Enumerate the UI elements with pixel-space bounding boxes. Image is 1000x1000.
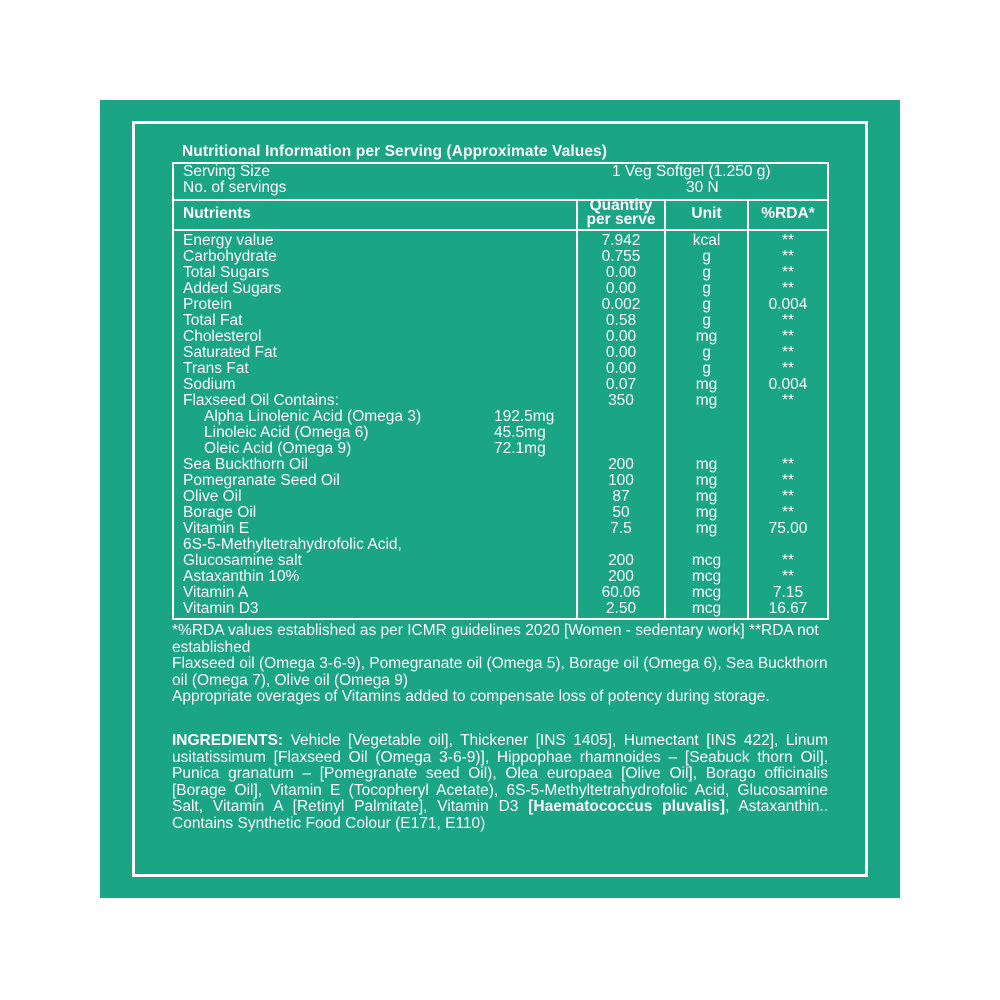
nutrient-rda: ** bbox=[781, 344, 795, 361]
nutrient-quantity: 200 bbox=[608, 568, 634, 585]
nutrient-name: Carbohydrate bbox=[183, 248, 277, 265]
nutrient-name: Cholesterol bbox=[183, 328, 262, 345]
nutrient-quantity: 0.07 bbox=[605, 376, 637, 393]
nutrient-rda: ** bbox=[781, 504, 795, 521]
nutrient-quantity: 200 bbox=[608, 552, 634, 569]
overage-footnote: Appropriate overages of Vitamins added to compensate loss of potency during storage. bbox=[172, 688, 770, 705]
nutrient-quantity: 7.5 bbox=[610, 520, 632, 537]
nutrient-sub-quantity: 192.5mg bbox=[494, 408, 555, 425]
nutrient-rda: ** bbox=[781, 472, 795, 489]
nutrient-unit: g bbox=[702, 248, 711, 265]
nutrient-quantity: 0.00 bbox=[605, 264, 637, 281]
nutrient-quantity: 0.755 bbox=[601, 248, 641, 265]
omega-footnote: Flaxseed oil (Omega 3-6-9), Pomegranate oil (Omega 5), Borage oil (Omega 6), Sea Buckthorn oil (Omega 7), Olive oil (Omega 9) bbox=[172, 655, 828, 689]
serving-size-value: 1 Veg Softgel (1.250 g) bbox=[612, 163, 771, 180]
nutrient-unit: mg bbox=[695, 376, 718, 393]
nutrient-unit: mg bbox=[695, 328, 718, 345]
nutrient-quantity: 7.942 bbox=[601, 232, 641, 249]
nutrient-name: Added Sugars bbox=[183, 280, 282, 297]
nutrient-name: Oleic Acid (Omega 9) bbox=[204, 440, 352, 457]
nutrient-quantity: 87 bbox=[612, 488, 630, 505]
nutrient-name: Astaxanthin 10% bbox=[183, 568, 300, 585]
nutrient-name: Linoleic Acid (Omega 6) bbox=[204, 424, 369, 441]
nutrient-unit: mg bbox=[695, 488, 718, 505]
nutrient-rda: 75.00 bbox=[768, 520, 808, 537]
nutrition-title: Nutritional Information per Serving (Approximate Values) bbox=[182, 143, 608, 160]
nutrient-quantity: 50 bbox=[612, 504, 630, 521]
header-quantity: Quantity per serve bbox=[586, 197, 656, 228]
nutrient-name: Vitamin D3 bbox=[183, 600, 259, 617]
nutrient-unit: mcg bbox=[691, 584, 722, 601]
nutrient-name: Total Fat bbox=[183, 312, 243, 329]
nutrient-name: Glucosamine salt bbox=[183, 552, 302, 569]
nutrient-quantity: 0.00 bbox=[605, 328, 637, 345]
nutrient-name: Sea Buckthorn Oil bbox=[183, 456, 308, 473]
nutrient-rda: ** bbox=[781, 456, 795, 473]
header-unit: Unit bbox=[691, 205, 722, 222]
nutrient-rda: ** bbox=[781, 360, 795, 377]
nutrient-quantity: 200 bbox=[608, 456, 634, 473]
nutrient-rda: ** bbox=[781, 280, 795, 297]
nutrient-quantity: 60.06 bbox=[601, 584, 641, 601]
nutrient-rda: ** bbox=[781, 392, 795, 409]
nutrient-rda: 7.15 bbox=[772, 584, 804, 601]
nutrient-unit: g bbox=[702, 312, 711, 329]
nutrient-quantity: 0.002 bbox=[601, 296, 641, 313]
nutrient-rda: 0.004 bbox=[768, 376, 808, 393]
nutrient-unit: kcal bbox=[692, 232, 721, 249]
nutrient-rda: ** bbox=[781, 264, 795, 281]
nutrient-quantity: 350 bbox=[608, 392, 634, 409]
nutrient-rda: ** bbox=[781, 552, 795, 569]
nutrient-sub-quantity: 45.5mg bbox=[494, 424, 546, 441]
nutrient-sub-quantity: 72.1mg bbox=[494, 440, 546, 457]
ingredients-text-1: Vehicle [Vegetable oil], Thickener [INS 1405], Humectant [INS 422], Linum usitatissimum [Flaxseed Oil (Omega 3-6-9)], Hippophae rhamnoides – [Seabuck thorn Oil], Punica granatum – [Pomegranate seed Oil), Olea europaea [Olive Oil], Borago officinalis [Borage Oil], Vitamin E (Tocopheryl Acetate), 6S-5-Methyltetrahydrofolic Acid, Glucosamine Salt, Vitamin A [Retinyl Palmitate], Vitamin D3 bbox=[172, 732, 828, 815]
nutrient-rda: ** bbox=[781, 232, 795, 249]
nutrient-name: Saturated Fat bbox=[183, 344, 277, 361]
nutrient-unit: g bbox=[702, 344, 711, 361]
nutrient-name: Pomegranate Seed Oil bbox=[183, 472, 340, 489]
nutrient-rda: ** bbox=[781, 248, 795, 265]
footnotes bbox=[172, 623, 828, 706]
servings-count-label: No. of servings bbox=[183, 179, 287, 196]
rda-footnote: *%RDA values established as per ICMR guidelines 2020 [Women - sedentary work] **RDA not established bbox=[172, 622, 819, 656]
nutrient-name: Vitamin A bbox=[183, 584, 249, 601]
nutrient-name: 6S-5-Methyltetrahydrofolic Acid, bbox=[183, 536, 402, 553]
nutrient-quantity: 100 bbox=[608, 472, 634, 489]
nutrient-quantity: 0.00 bbox=[605, 280, 637, 297]
nutrient-unit: mg bbox=[695, 504, 718, 521]
nutrient-name: Total Sugars bbox=[183, 264, 270, 281]
ingredients-text-2: , Astaxanthin.. Contains Synthetic Food Colour (E171, E110) bbox=[172, 798, 828, 832]
nutrient-name: Olive Oil bbox=[183, 488, 242, 505]
ingredients-bold-text: [Haematococcus pluvalis] bbox=[528, 798, 726, 815]
nutrient-unit: g bbox=[702, 360, 711, 377]
nutrient-unit: mcg bbox=[691, 552, 722, 569]
nutrient-rda: ** bbox=[781, 328, 795, 345]
nutrient-rda: ** bbox=[781, 568, 795, 585]
serving-size-label: Serving Size bbox=[183, 163, 271, 180]
nutrient-name: Flaxseed Oil Contains: bbox=[183, 392, 339, 409]
nutrient-name: Vitamin E bbox=[183, 520, 250, 537]
nutrient-name: Trans Fat bbox=[183, 360, 249, 377]
nutrient-name: Energy value bbox=[183, 232, 274, 249]
nutrient-unit: g bbox=[702, 280, 711, 297]
nutrient-quantity: 0.58 bbox=[605, 312, 637, 329]
nutrient-quantity: 0.00 bbox=[605, 344, 637, 361]
header-nutrients: Nutrients bbox=[183, 205, 252, 222]
nutrient-quantity: 2.50 bbox=[605, 600, 637, 617]
nutrient-rda: 0.004 bbox=[768, 296, 808, 313]
nutrient-name: Sodium bbox=[183, 376, 236, 393]
nutrient-rda: ** bbox=[781, 488, 795, 505]
nutrient-unit: mg bbox=[695, 472, 718, 489]
nutrient-rda: ** bbox=[781, 312, 795, 329]
nutrient-quantity: 0.00 bbox=[605, 360, 637, 377]
ingredients-block bbox=[172, 733, 828, 832]
nutrient-name: Borage Oil bbox=[183, 504, 257, 521]
nutrient-unit: mg bbox=[695, 520, 718, 537]
ingredients-label: INGREDIENTS: bbox=[172, 732, 284, 749]
nutrient-unit: mcg bbox=[691, 568, 722, 585]
nutrient-name: Protein bbox=[183, 296, 233, 313]
nutrient-unit: mcg bbox=[691, 600, 722, 617]
nutrient-unit: mg bbox=[695, 392, 718, 409]
nutrient-unit: mg bbox=[695, 456, 718, 473]
nutrient-unit: g bbox=[702, 296, 711, 313]
nutrient-unit: g bbox=[702, 264, 711, 281]
servings-count-value: 30 N bbox=[686, 179, 719, 196]
header-rda: %RDA* bbox=[761, 205, 815, 222]
nutrient-name: Alpha Linolenic Acid (Omega 3) bbox=[204, 408, 422, 425]
nutrient-rda: 16.67 bbox=[768, 600, 808, 617]
